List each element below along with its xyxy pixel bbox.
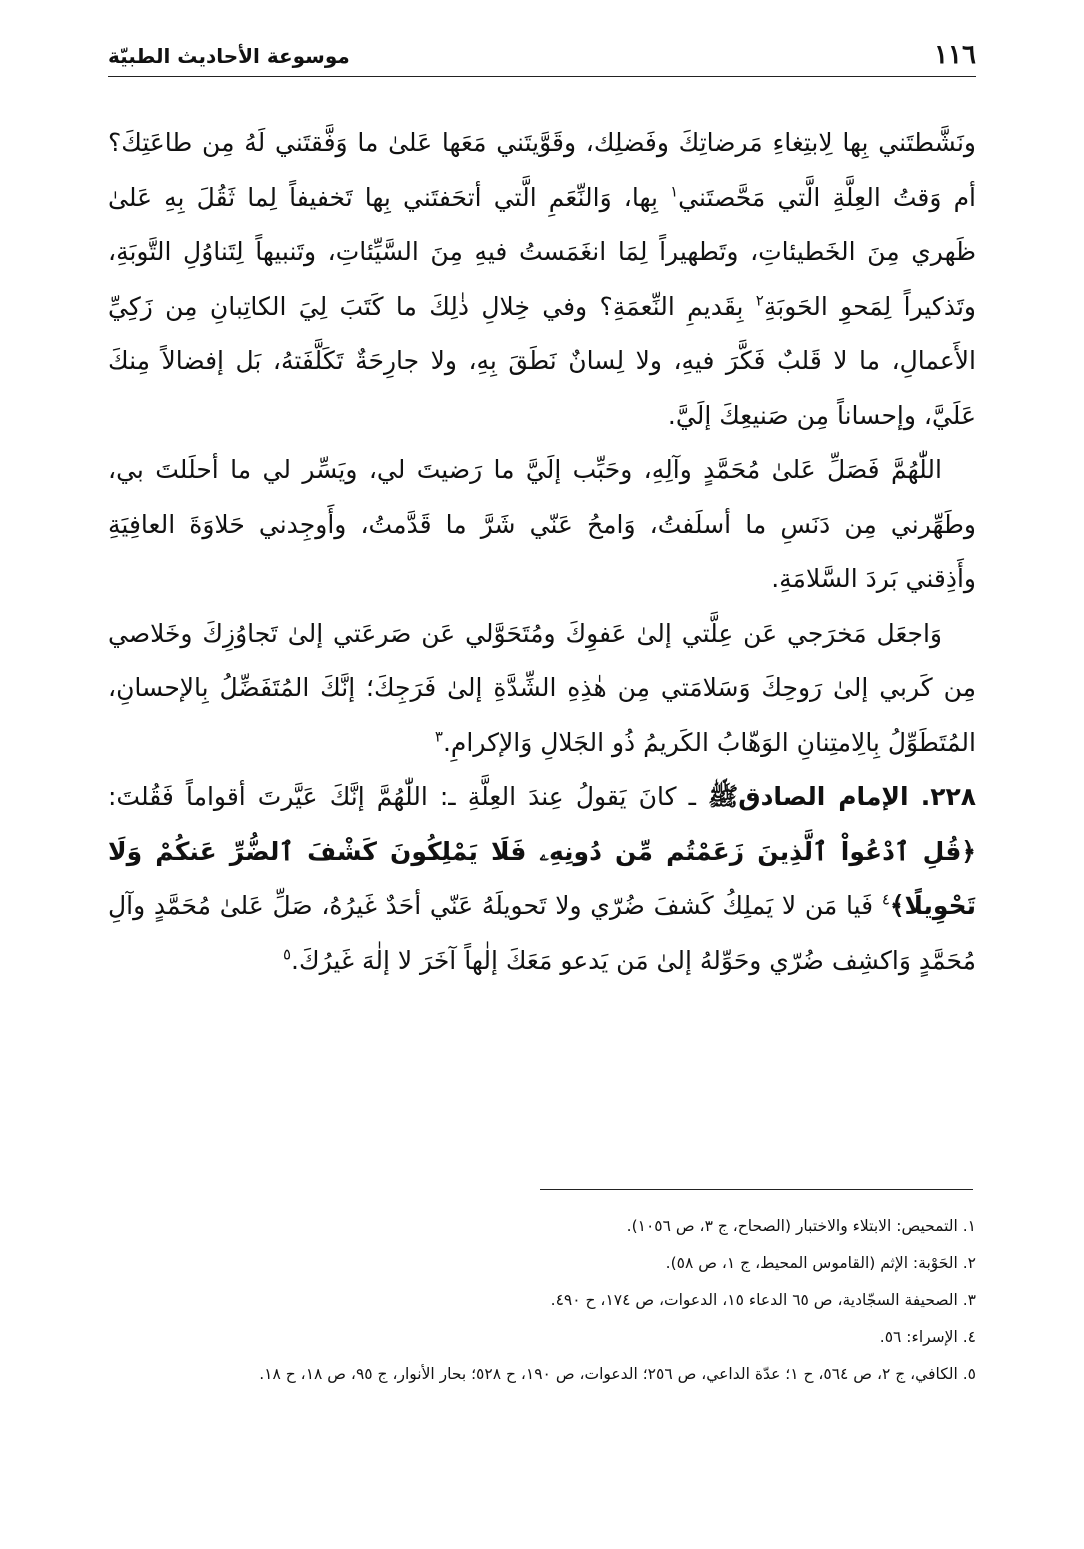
paragraph-1: ونَشَّطتَني بِها لِابتِغاءِ مَرضاتِكَ وفَضلِك، وقَوَّيتَني مَعَها عَلىٰ ما وَفَّقتَني لَهُ مِن طاعَتِكَ؟ أم وَقتُ العِلَّةِ الَّتي مَحَّصتَني$^١$ بِها، وَالنِّعَمِ الَّتي أتحَفتَني بِها تَخفيفاً لِما ثَقُلَ بِهِ عَلىٰ ظَهري مِنَ الخَطيئاتِ، وتَطهيراً لِمَا انغَمَستُ فيهِ مِنَ السَّيِّئاتِ، وتَنبيهاً لِتَناوُلِ التَّوبَةِ، وتَذكيراً لِمَحوِ الحَوبَةِ$^٢$ بِقَديمِ النِّعمَةِ؟ وفي خِلالِ ذٰلِكَ ما كَتَبَ لِيَ الكاتِبانِ مِن زَكِيِّ الأَعمالِ، ما لا قَلبٌ فَكَّرَ فيهِ، ولا لِسانٌ نَطَقَ بِهِ، ولا جارِحَةٌ تَكَلَّفَتهُ، بَل إفضالاً مِنكَ عَلَيَّ، وإحساناً مِن صَنيعِكَ إلَيَّ.: [108, 128, 976, 430]
footnote-5: ٥. الكافي، ج ٢، ص ٥٦٤، ح ١؛ عدّة الداعي، ص ٢٥٦؛ الدعوات، ص ١٩٠، ح ٥٢٨؛ بحار الأنوار، ج ٩٥، ص ١٨، ح ١٨.: [259, 1365, 976, 1383]
hadith-intro: ـ كانَ يَقولُ عِندَ العِلَّةِ ـ: اللّٰهُمَّ إنَّكَ عَيَّرتَ أقواماً فَقُلتَ:: [108, 782, 696, 811]
footnote-divider: [540, 1189, 973, 1190]
page-header: [108, 36, 976, 77]
narrator: الإمام الصادقﷺ: [708, 782, 909, 811]
footnote-ref-3: ٣: [434, 727, 443, 746]
footnote-3: ٣. الصحيفة السجّادية، ص ٦٥ الدعاء ١٥، الدعوات، ص ١٧٤، ح ٤٩٠.: [550, 1291, 976, 1309]
footnote-ref-4: ٤: [881, 890, 890, 909]
paragraph-3: وَاجعَل مَخرَجي عَن عِلَّتي إلىٰ عَفوِكَ ومُتَحَوَّلي عَن صَرعَتي إلىٰ تَجاوُزِكَ وخَلاصي مِن كَربي إلىٰ رَوحِكَ وَسَلامَتي مِن هٰذِهِ الشِّدَّةِ إلىٰ فَرَجِكَ؛ إنَّكَ المُتَفَضِّلُ بِالإحسانِ، المُتَطَوِّلُ بِالِامتِنانِ الوَهّابُ الكَريمُ ذُو الجَلالِ وَالإكرامِ.$^٣$: [108, 618, 976, 757]
running-title: موسوعة الأحاديث الطبيّة: [108, 44, 350, 68]
footnotes: [108, 1208, 976, 1393]
main-text: [108, 116, 976, 988]
footnote-4: ٤. الإسراء: ٥٦.: [879, 1328, 976, 1346]
page-number: ١١٦: [934, 40, 976, 70]
hadith-number: ٢٢٨.: [920, 782, 976, 811]
footnote-ref-1: ١: [670, 182, 679, 201]
paragraph-2: اللّٰهُمَّ فَصَلِّ عَلىٰ مُحَمَّدٍ وآلِهِ، وحَبِّب إلَيَّ ما رَضيتَ لي، ويَسِّر لي ما أحلَلتَ بي، وطَهِّرني مِن دَنَسِ ما أسلَفتُ، وَامحُ عَنّي شَرَّ ما قَدَّمتُ، وأَوجِدني حَلاوَةَ العافِيَةِ وأَذِقني بَردَ السَّلامَةِ.: [108, 455, 976, 593]
hadith-228: [108, 770, 976, 988]
footnote-1: ١. التمحيص: الابتلاء والاختبار (الصحاح، ج ٣، ص ١٠٥٦).: [626, 1217, 976, 1235]
quran-verse: ﴿قُلِ ٱدْعُواْ ٱلَّذِينَ زَعَمْتُم مِّن دُونِهِۦ فَلَا يَمْلِكُونَ كَشْفَ ٱلضُّرِّ عَنكُمْ وَلَا تَحْوِيلًا﴾: [108, 836, 976, 920]
hadith-text: فَيا مَن لا يَملِكُ كَشفَ ضُرّي ولا تَحويلَهُ عَنّي أحَدٌ غَيرُهُ، صَلِّ عَلىٰ مُحَمَّدٍ وآلِ مُحَمَّدٍ وَاكشِف ضُرّي وحَوِّلهُ إلىٰ مَن يَدعو مَعَكَ إلٰهاً آخَرَ لا إلٰهَ غَيرُكَ.: [108, 891, 976, 975]
footnote-ref-5: ٥: [282, 945, 292, 964]
footnote-ref-2: ٢: [755, 291, 764, 310]
footnote-2: ٢. الحَوْبة: الإثم (القاموس المحيط، ج ١، ص ٥٨).: [665, 1254, 976, 1272]
